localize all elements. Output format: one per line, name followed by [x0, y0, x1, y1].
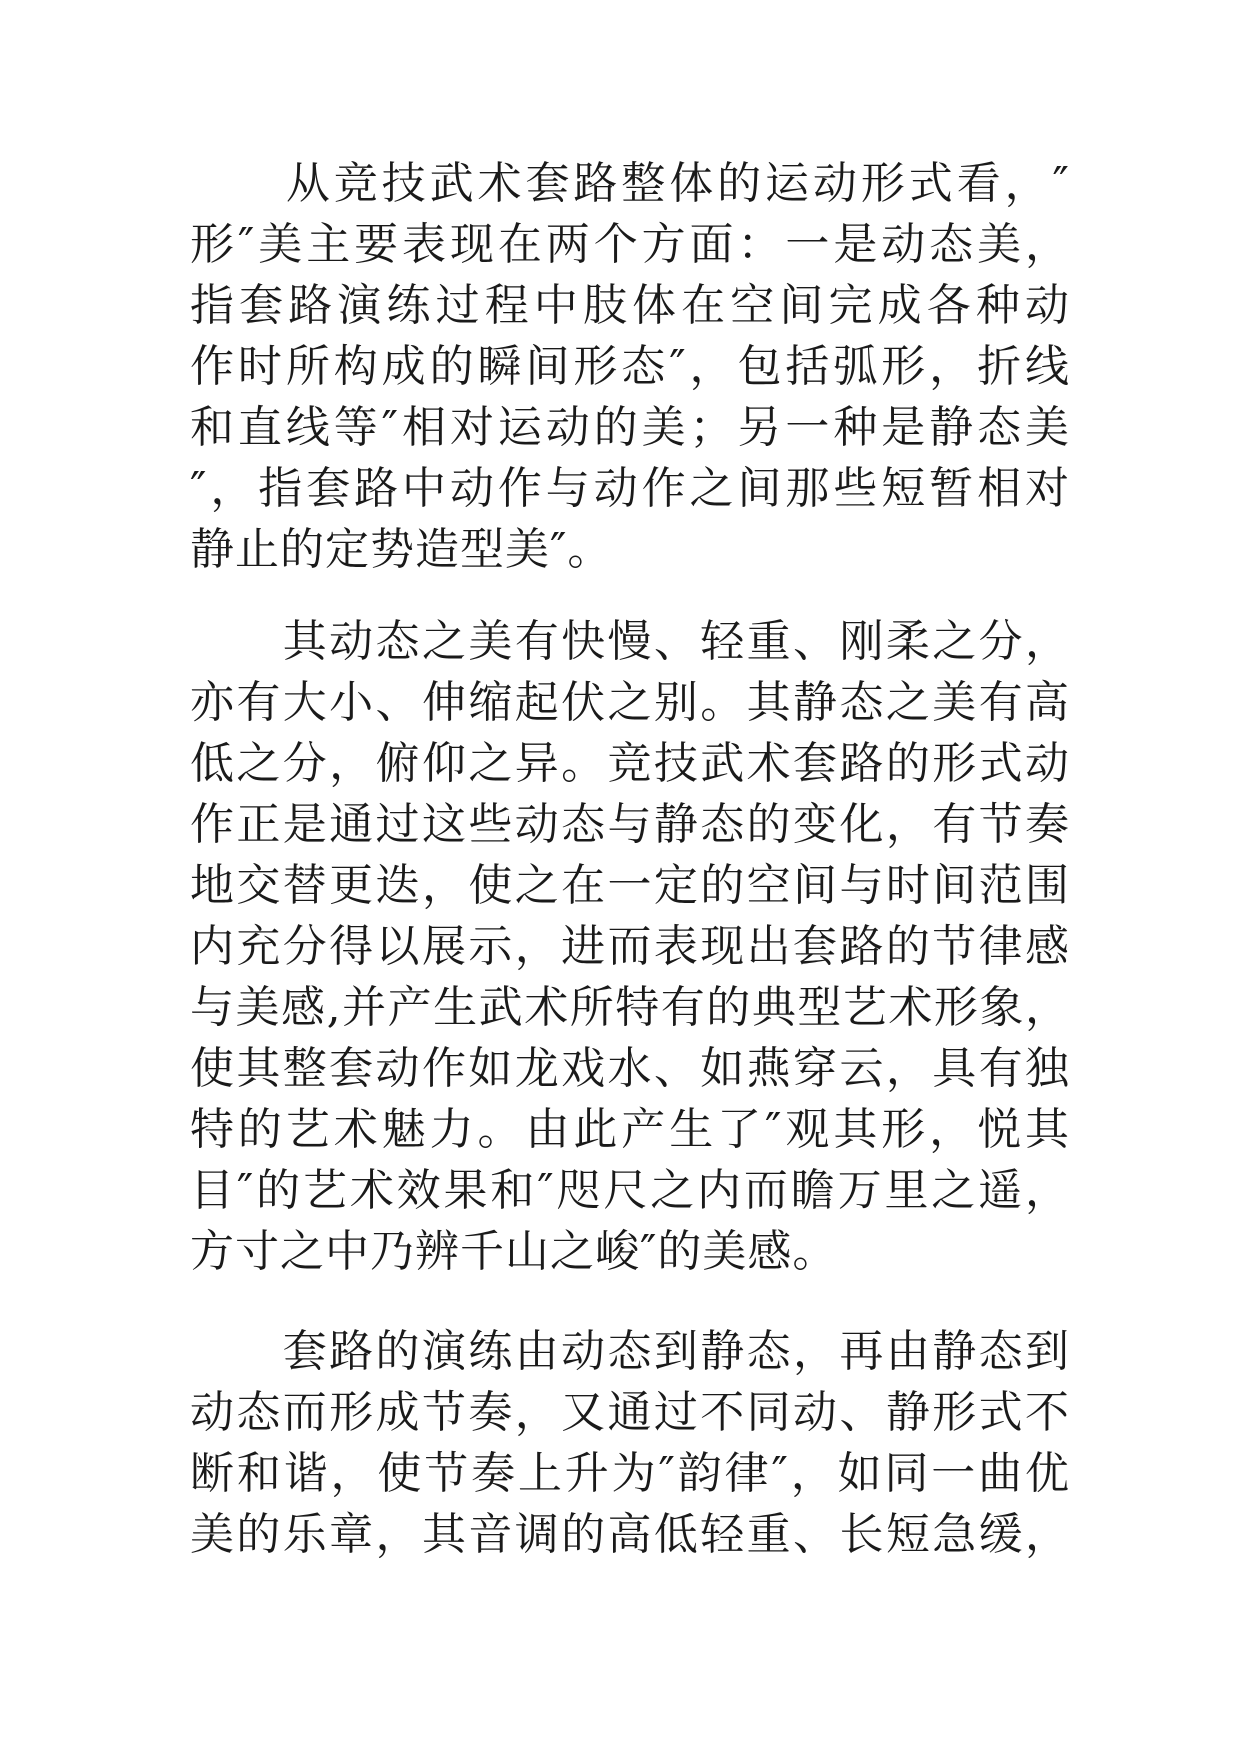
text-line: 作时所构成的瞬间形态″，包括弧形，折线 [190, 341, 1070, 392]
text-line: 断和谐，使节奏上升为″韵律″，如同一曲优 [190, 1448, 1070, 1499]
text-line: 其动态之美有快慢、轻重、刚柔之分， [190, 616, 1070, 667]
text-line: 与美感,并产生武术所特有的典型艺术形象， [190, 982, 1070, 1033]
paragraph-3 [190, 1321, 1070, 1565]
text-line: 静止的定势造型美″。 [190, 524, 613, 575]
text-line: 使其整套动作如龙戏水、如燕穿云，具有独 [190, 1043, 1070, 1094]
text-line: 套路的演练由动态到静态，再由静态到 [190, 1326, 1070, 1377]
paragraph-1 [190, 153, 1070, 580]
text-line: 形″美主要表现在两个方面：一是动态美， [190, 219, 1070, 270]
text-line: 特的艺术魅力。由此产生了″观其形，悦其 [190, 1104, 1070, 1155]
text-line: 方寸之中乃辨千山之峻″的美感。 [190, 1226, 838, 1277]
text-line: 从竞技武术套路整体的运动形式看，″ [190, 158, 1070, 209]
text-line: 作正是通过这些动态与静态的变化，有节奏 [190, 799, 1070, 850]
paragraph-2 [190, 611, 1070, 1282]
text-line: 目″的艺术效果和″咫尺之内而瞻万里之遥， [190, 1165, 1070, 1216]
text-line: 低之分，俯仰之异。竞技武术套路的形式动 [190, 738, 1070, 789]
text-line: 美的乐章，其音调的高低轻重、长短急缓， [190, 1509, 1070, 1560]
text-line: 亦有大小、伸缩起伏之别。其静态之美有高 [190, 677, 1070, 728]
text-line: ″，指套路中动作与动作之间那些短暂相对 [190, 463, 1070, 514]
text-line: 地交替更迭，使之在一定的空间与时间范围 [190, 860, 1070, 911]
text-line: 和直线等″相对运动的美；另一种是静态美 [190, 402, 1070, 453]
text-line: 动态而形成节奏，又通过不同动、静形式不 [190, 1387, 1070, 1438]
text-line: 内充分得以展示，进而表现出套路的节律感 [190, 921, 1070, 972]
text-line: 指套路演练过程中肢体在空间完成各种动 [190, 280, 1070, 331]
